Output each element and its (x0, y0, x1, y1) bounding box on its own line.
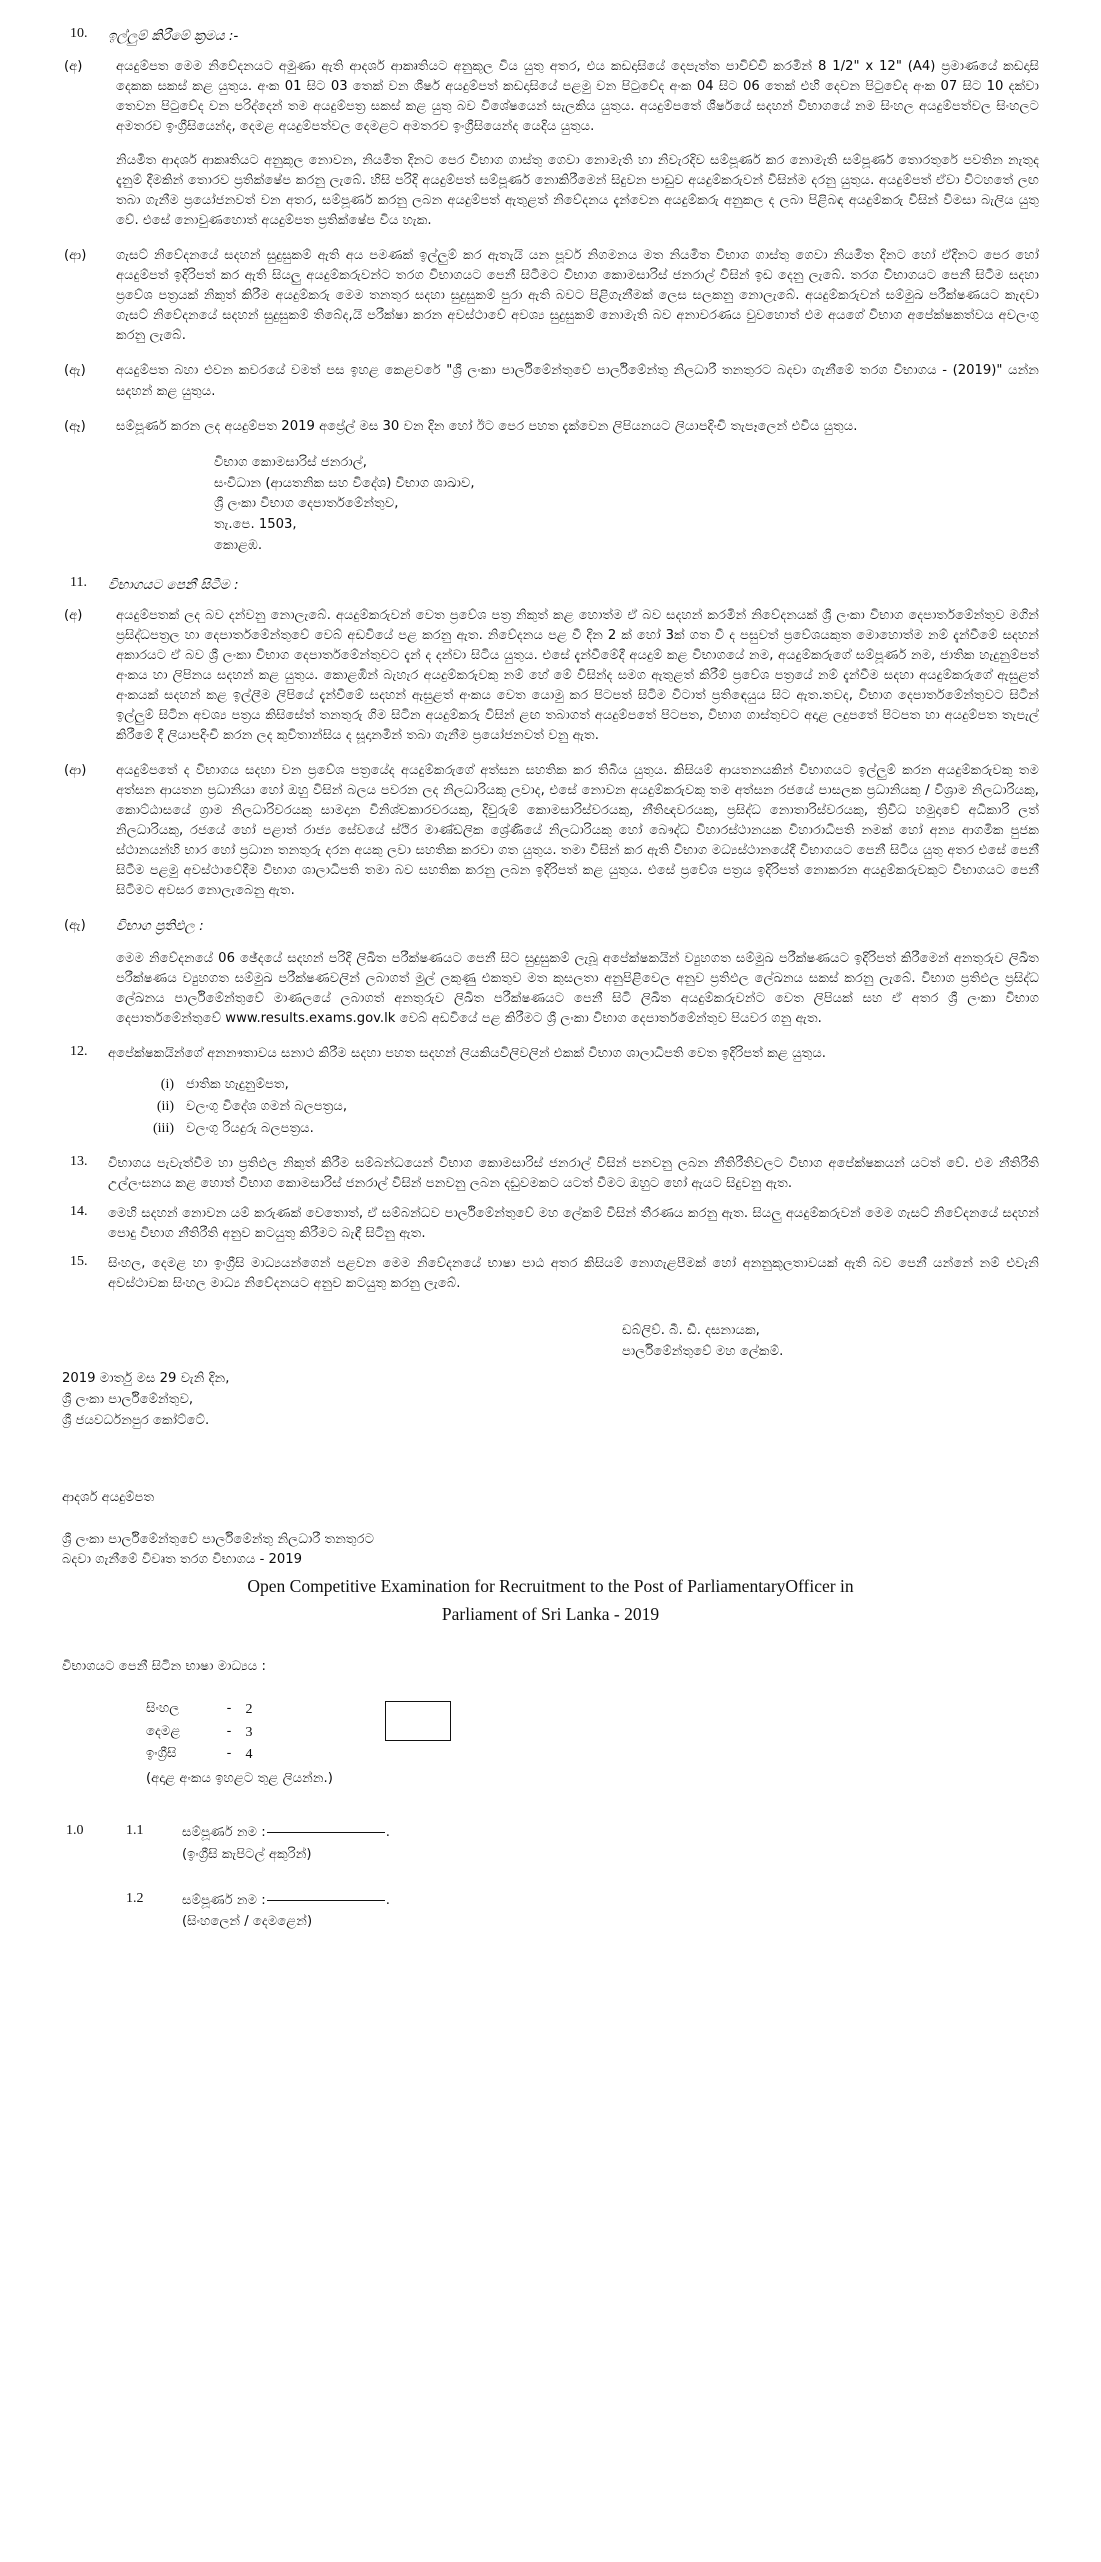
clause-10-sub-a (62, 57, 1039, 232)
clause-14-text: මෙහි සදහන් නොවන යම් කරුණක් වෙතොත්, ඒ සම්බන්ධව පාර්ලිමේන්තුවේ මහ ලේකම් විසින් තීරණය කරනු ඇත. සියලු අයදුම්කරුවන් මෙම ගැසට් නිවේදනයේ සදහන් පොදු විභාග නීතිරීති අනුව කටයුතු කිරීමට බැඳී සිටිනු ඇත. (108, 1205, 1039, 1241)
form-field-hint: (ඉංග්‍රීසි කැපිටල් අකුරින්) (182, 1846, 312, 1862)
clause-11 (62, 575, 1039, 596)
clause-11-sub-ae-para-1: මෙම නිවේදනයේ 06 ඡේදයේ සදහන් පරිදි ලිඛිත පරීක්ෂණයට පෙනී සිට සුදුසුකම් ලැබූ අපේක්ෂකයින් ව්‍යුහගත සම්මුඛ පරීක්ෂණයට ඉදිරිපත් කිරීමෙන් අනතුරුව ලිඛිත පරීක්ෂණය ව්‍යුහගත සම්මුඛ පරීක්ෂණවලින් ලබාගත් මුල් ලකුණු එකතුව මත කුසලතා අනුපිළිවෙල අනුව ප්‍රතිඵල ලේඛනය සකස් කරනු ලැබේ. විභාග ප්‍රතිඵල ප්‍රසිද්ධ ලේඛනය පාර්ලිමේන්තුවේ මාණලයේ ලබාගත් අනතුරුව ලිඛිත පරීක්ෂණයට පෙනී සිටි ලිඛිත අයදුම්කරුවන්ට වෙත ලිපියක් සහ ඒ අතර ශ්‍රී ලංකා විභාග දෙපාර්තමේන්තුවේ www.results.exams.gov.lk වෙබ් අඩවියේ පළ කිරීමට ශ්‍රී ලංකා විභාග දෙපාර්තමේන්තුව පියවර ගනු ඇත. (116, 951, 1039, 1027)
list-item-label: වලංගු රියදුරු බලපත්‍රය. (186, 1120, 314, 1136)
clause-11-sub-a (62, 606, 1039, 746)
language-selection-block (62, 1699, 1039, 1789)
language-name: ඉංග්‍රීසි (146, 1746, 177, 1762)
clause-11-sub-ae-label: (ඇ) (64, 918, 86, 934)
clause-11-number: 11. (70, 574, 87, 590)
form-field-number: 1.1 (126, 1823, 144, 1839)
date-line: 2019 මාර්තු මස 29 වැනි දින, (62, 1371, 230, 1387)
form-field-trailing: . (385, 1893, 390, 1909)
clause-15-number: 15. (70, 1253, 88, 1269)
model-application-label: ආදර්ශ අයදුම්පත (62, 1489, 155, 1505)
clause-12-text: අපේක්ෂකයින්ගේ අනනෟතාවය සනාථ කිරීම සදහා පහත සදහන් ලියකියවිලිවලින් එකක් විභාග ශාලාධිපති වෙත ඉදිරිපත් කළ යුතුය. (108, 1046, 826, 1062)
clause-11-sub-aa-para-1: අයදුම්පතේ ද විභාගය සදහා වන ප්‍රවේශ පත්‍රයේද අයදුම්කරුගේ අත්සන සහතික කර තිබිය යුතුය. කිසියම් ආයතනයකින් විභාගයට ඉල්ලුම් කරන අයදුම්කරුවකු තම අත්සන ආයතන ප්‍රධානියා හෝ ඔහු විසින් බලය පවරන ලද නිලධාරියකු ලවාද, එසේ නොවන අයදුම්කරුවකු තම අත්සන රජයේ පාසලක ප්‍රධානියකු / විශ්‍රාම නිලධාරියකු, කොට්ඨාසයේ ග්‍රාම නිලධාරිවරයකු සාමදාන විනිශ්චකාරවරයකු, දිවුරුම් කොමසාරිස්වරයකු, නීතිඥවරයකු, ප්‍රසිද්ධ නොතාරිස්වරයකු, ත්‍රිවිධ හමුදාවේ අධිකාරි ලත් නිලධාරියකු, රජයේ හෝ පළාත් රාජ්‍ය සේවයේ ස්ථිර මාණ්ඩලික ශ්‍රේණියේ නිලධාරියකු හෝ බෞද්ධ විහාරස්ථානයක විහාරාධිපති නමක් හෝ අන්‍ය ආගමික පුජක ස්ථානයන්හි භාර හෝ ප්‍රධාන තනතුරු දරන අයකු ලවා සහතික කරවා ගත යුතුය. තමා විසින් කර ඇති විභාග මධ්‍යස්ථානයේදී විභාගයට පෙනී සිටිය යුතු අතර එසේ පෙනී සිටීම පළමු අවස්ථාවේදීම විභාග ශාලාධිපති තමා බව සහතික කරනු ලබන ඉදිරිපත් කළ යුතුය. එසේ ප්‍රවේශ පත්‍රය ඉදිරිපත් නොකරන අයදුම්කරුවකුට විභාගයට පෙනී සිටිමට අවසර නොලැබෙනු ඇත. (116, 763, 1039, 899)
language-option-english (146, 1744, 333, 1767)
clause-10-sub-aa (62, 246, 1039, 346)
roman-numeral: (ii) (156, 1099, 174, 1115)
address-line-4: තැ.පෙ. 1503, (214, 517, 297, 533)
model-application-form (62, 1488, 1039, 1933)
clause-10-sub-ae-para-1: අයදුම්පත බහා එවන කවරයේ වමත් පස ඉහළ කෙළවරේ "ශ්‍රී ලංකා පාර්ලිමේන්තුවේ පාර්ලිමේන්තු නිලධාරී තනතුරට බදවා ගැනීමේ තරග විභාගය - (2019)" යන්න සදහන් කළ යුතුය. (116, 363, 1039, 399)
clause-10-heading: ඉල්ලුම් කිරීමේ ක්‍රමය :- (108, 28, 239, 44)
list-item (140, 1118, 1039, 1140)
clause-13-text: විභාගය පැවැත්වීම හා ප්‍රතිඵල නිකුත් කිරීම සම්බන්ධයෙන් විභාග කොමසාරිස් ජනරාල් විසින් පනවනු ලබන නීතිරීතිවලට විභාග අපේක්ෂකයන් යටත් වේ. එම නීතිරීති උල්ලංසනය කළ හොත් විභාග කොමසාරිස් ජනරාල් විසින් පනවනු ලබන දඩුවමකට යටත් වීමට ඔහුට හෝ ඇයට සිදුවනු ඇත. (108, 1155, 1039, 1191)
list-item-label: ජාතික හැදුනුම්පත, (186, 1077, 289, 1093)
clause-11-heading: විභාගයට පෙනී සිටීම : (108, 576, 239, 593)
form-title-sinhala-line-1: ශ්‍රී ලංකා පාර්ලිමේන්තුවේ පාර්ලිමේන්තු නිලධාරී තනතුරට (62, 1531, 375, 1547)
form-field-label: සම්පූර්ණ නම : (182, 1825, 266, 1841)
clause-14-number: 14. (70, 1203, 88, 1219)
clause-10 (62, 26, 1039, 47)
form-field-answer-line[interactable] (267, 1832, 385, 1833)
clause-13 (62, 1154, 1039, 1194)
form-field-trailing: . (385, 1825, 390, 1841)
clause-11-sub-aa-label: (ආ) (64, 763, 87, 779)
clause-11-sub-ae (62, 916, 1039, 1029)
clause-10-sub-a-label: (අ) (64, 58, 83, 74)
clause-10-sub-ea (62, 417, 1039, 437)
clause-10-sub-a-para-2: නියමිත ආදර්ශ ආකෘතියට අනුකූල නොවන, නියමිත දිනට පෙර විභාග ගාස්තු ගෙවා නොමැති හා නිවැරදිව සම්පූර්ණ කර නොමැති සම්පූර්ණ තොරතුරේ පවතින නැතුද දැනුම් දීමකින් තොරව ප්‍රතික්ෂේප කරනු ලැබේ. හිසි පරිදි අයදුම්පත් සම්පූර්ණ නොකිරීමෙන් සිදුවන පාඩුව අයදුම්කරුවන් විසින්ම දරනු යුතුය. අයදුම්පත් ඒවා විටහතේ ලඟ තබා ගැනීම ප්‍රයෝජනවත් වන අතර, සම්පූර්ණ කරනු ලබන අයදුම්පත් ඇතුළත් නිවේදනය දැන්වෙන අයදුම්කරු අනුකල ද ලබා පිළිබඳ අයදුම්කරු විසින් විමසා බැලිය යුතු වේ. එසේ නොවුණහොත් අයදුම්පත ප්‍රතික්ෂේප විය හැක. (116, 152, 1039, 229)
roman-numeral: (iii) (153, 1120, 174, 1136)
signatory-name: ඩබ්ලිව්. බී. ඩී. දසනායක, (622, 1322, 760, 1338)
place-line-2: ශ්‍රී ජයවර්ධනපුර කෝට්ටේ. (62, 1413, 210, 1429)
clause-10-sub-ea-para-1: සම්පූර්ණ කරන ලද අයදුම්පත 2019 අප්‍රේල් මස 30 වන දින හෝ ඊට පෙර පහත දැක්වෙන ලිපියනයට ලියාපදිංචි තැපෑලෙන් එවිය යුතුය. (116, 418, 858, 434)
language-name: සිංහල (146, 1701, 180, 1717)
address-line-1: විභාග කොමසාරිස් ජනරාල්, (214, 454, 367, 470)
clause-12-identity-documents-list (62, 1074, 1039, 1139)
form-title-english-line-1: Open Competitive Examination for Recruitment to the Post of ParliamentaryOfficer in (247, 1576, 854, 1597)
signature-block (62, 1320, 1039, 1362)
list-item (140, 1074, 1039, 1096)
clause-15-text: සිංහල, දෙමළ හා ඉංග්‍රීසි මාධ්‍යයන්ගෙන් පළවන මෙම නිවේදනයේ භාෂා පාඨ අතර කිසියම් නොගැළපීමක් හෝ අනනුකූලතාවයක් ඇති බව පෙනී යන්නේ නම් එවැනි අවස්ථාවක සිංහල මාධ්‍ය නිවේදනයට අනුව කටයුතු කරනු ලැබේ. (108, 1255, 1039, 1291)
language-option-tamil (146, 1722, 333, 1745)
list-item (140, 1096, 1039, 1118)
clause-10-sub-aa-para-1: ගැසට් නිවේදනයේ සදහන් සුදුසුකම් ඇති අය පමණක් ඉල්ලුම් කර ඇතැයි යන පූර්ව නිගමනය මත නියමිත විභාග ගාස්තු ගෙවා නියමිත දිනට හෝ ඒදිනට පෙර හෝ අයදුම්පත් ඉදිරිපත් කර ඇති සියලු අයදුම්කරුවන්ට තරග විභාගයට පෙනී සිටීමට විභාග කොමසාරිස් ජනරාල් විසින් ඉඩ දෙනු ලැබේ. තරග විභාගයට පෙනී සිටීම සදහා ප්‍රවේශ පත්‍රයක් නිකුත් කිරීම අයදුම්කරු මෙම තනතුර සදහා සුදුසුකම් පුරා ඇති බවට පිළිගැනීමක් ලෙස සලකනු නොලැබේ. අයදුම්කරුවන් සම්මුඛ පරීක්ෂණයට කැදවා ගැසට් නිවේදනයේ සදහන් සුදුසුකම් තිබේද,යි පරීක්ෂා කරන අවස්ථාවේ අවශ්‍ය සුදුසුකම් නොමැති බව අනාවරණය වුවහොත් එම අයගේ විභාග අපේක්ෂකත්වය අවලංගු කරනු ලැබේ. (116, 248, 1039, 344)
place-line-1: ශ්‍රී ලංකා පාර්ලිමේන්තුව, (62, 1392, 194, 1408)
date-and-place-block (62, 1368, 1039, 1431)
address-line-2: සංවිධාන (ආයතනික සහ විදේශ) විභාග ශාඛාව, (214, 475, 475, 491)
form-section-1 (62, 1823, 1039, 1933)
form-title-english-line-2: Parliament of Sri Lanka - 2019 (441, 1604, 660, 1625)
list-item-label: වලංගු විදේශ ගමන් බලපත්‍රය, (186, 1099, 348, 1115)
form-field-full-name-local (126, 1891, 1039, 1933)
language-options-list (146, 1699, 333, 1789)
address-line-3: ශ්‍රී ලංකා විභාග දෙපාර්තමේන්තුව, (214, 496, 399, 512)
language-name: දෙමළ (146, 1723, 181, 1739)
form-section-number: 1.0 (66, 1823, 84, 1839)
clause-10-sub-a-para-1: අයදුම්පත මෙම නිවේදනයට අමුණා ඇති ආදර්ශ ආකෘතියට අනුකූල විය යුතු අතර, එය කඩදාසියේ දෙපැත්ත පාවිච්චි කරමින් 8 1/2" x 12" (A4) ප්‍රමාණයේ කඩදාසි දෙකක සකස් කළ යුතුය. අංක 01 සිට 03 තෙක් වන ශීර්ෂ අයදුම්පත් කඩදාසියේ පළමු වන පිටුවේද අංක 04 සිට 06 තෙක් එහි දෙවන පිටුවේද අංක 07 සිට 10 දක්වා තෙවන පිටුවේද වන පරිද්දෙන් තම අයදුම්පත්‍ර සකස් කළ යුතු බව විශේෂයෙන් සැලකිය යුතුය. අයදුම්පතේ ශීර්ෂයේ සදහන් විභාගයේ නම සිංහල අයදුම්පත්වල සිංහලට අමතරව ඉංග්‍රීසියෙන්ද, දෙමළ අයදුම්පත්වල දෙමළට අමතරව ඉංග්‍රීසියෙන්ද යෙදිය යුතුය. (116, 58, 1039, 134)
clause-10-sub-ea-label: (ඈ) (64, 418, 86, 434)
form-field-answer-line[interactable] (267, 1900, 385, 1901)
address-line-5: කොළඹ. (214, 538, 263, 554)
language-dash: - (226, 1701, 232, 1717)
language-code: 4 (245, 1747, 253, 1763)
clause-11-sub-a-label: (අ) (64, 607, 83, 623)
language-code: 3 (245, 1724, 253, 1740)
clause-11-sub-aa (62, 761, 1039, 901)
clause-14 (62, 1204, 1039, 1244)
form-field-label: සම්පූර්ණ නම : (182, 1893, 266, 1909)
clause-12 (62, 1044, 1039, 1064)
language-option-sinhala (146, 1699, 333, 1722)
clause-10-number: 10. (70, 26, 88, 41)
form-title-sinhala-line-2: බදවා ගැනීමේ විවෘත තරග විභාගය - 2019 (62, 1552, 303, 1568)
examination-medium-label: විභාගයට පෙනී සිටින භාෂා මාධ්‍යය : (62, 1658, 266, 1674)
form-field-hint: (සිංහලෙන් / දෙමළෙන්) (182, 1914, 313, 1930)
roman-numeral: (i) (160, 1077, 174, 1093)
language-dash: - (226, 1723, 232, 1739)
signatory-designation: පාර්ලිමේන්තුවේ මහ ලේකම්. (622, 1344, 784, 1360)
clause-10-sub-aa-label: (ආ) (64, 248, 87, 264)
clause-10-sub-ae (62, 361, 1039, 401)
form-title-block (62, 1488, 1039, 1627)
form-field-full-name-english (126, 1823, 1039, 1865)
language-dash: - (226, 1746, 232, 1762)
language-selection-note: (අදාළ අංකය ඉහළට තුළ ලියන්න.) (146, 1771, 333, 1787)
clause-12-number: 12. (70, 1044, 88, 1060)
examination-commissioner-address (62, 453, 1039, 557)
clause-10-sub-ae-label: (ඇ) (64, 363, 86, 379)
clause-13-number: 13. (70, 1153, 88, 1169)
clause-11-sub-ae-heading: විභාග ප්‍රතිඵල : (116, 918, 204, 935)
language-code: 2 (245, 1702, 253, 1718)
language-code-input-box[interactable] (385, 1701, 451, 1741)
clause-11-sub-a-para-1: අයදුම්පතක් ලද බව දන්වනු නොලැබේ. අයදුම්කරුවන් වෙත ප්‍රවේශ පත්‍ර නිකුත් කළ හොත්ම ඒ බව සදහන් කරමින් නිවේදනයක් ශ්‍රී ලංකා විභාග දෙපාර්තමේන්තුව මගින් ප්‍රසිද්ධපත්‍රල හා දෙපාර්තමේන්තුවේ වෙබ් අඩවියේ පළ කරනු ඇත. නිවේදනය පළ වී දින 2 ක් හෝ 3ක් ගත වී ද පසුවත් ප්‍රවේශයකුත මොහොත්ම නම් දැන්වීමේ සදහන් අකාරයට ඒ බව ශ්‍රී ලංකා විභාග දෙපාර්තමේන්තුවට දැන් ද දන්වා සිටිය යුතුය. එසේ දැන්වීමේදී අයදුම් කළ විභාගයේ නම, අයදුම්කරුගේ සම්පූර්ණ නම, ජාතික හැදුනුම්පත් අංකය හා ලිපිනය සදහන් කළ යුතුය. කොළඹින් බැහැර අයදුම්කරුවකු නම් හේ මේ විසින්ද සමග ඇතුළත් කිරීම් ප්‍රවේශ පත්‍රයේ නම් දැන්වීම සදහා අයදුම්කරුගේ ඇසුළත් අංකයක් සදහන් කළ ඉල්ලීම ලිපියේ දැන්වීමේ සදහන් ඇසුළත් අංකය වෙත යොමු කර පිටපත් සිටිම විටාත් ප්‍රතිඳෙයුය සිට ඇත.තවද, විභාග දෙපාර්තමේන්තුවට සිටින් ඉල්ලුම් සිටින අවශ්‍ය පත්‍රය කිසිසේත් තනතුරු ගිම සිටින අයදුම්කරු විසින් ළඟ තබාගත් අයදුම්පතේ පිටපත, විභාග ගාස්තුවට අදාළ ලදුපතේ පිටපත හා අයදුම්පත තැපැල් කිරීමේ දී ලියාපදිංචි කරන ලද කුවිතාන්සිය ද සූදානමින් තබා ගැනීම ප්‍රයෝජනවත් වනු ඇත. (116, 607, 1039, 743)
clause-15 (62, 1254, 1039, 1294)
form-field-number: 1.2 (126, 1891, 144, 1907)
